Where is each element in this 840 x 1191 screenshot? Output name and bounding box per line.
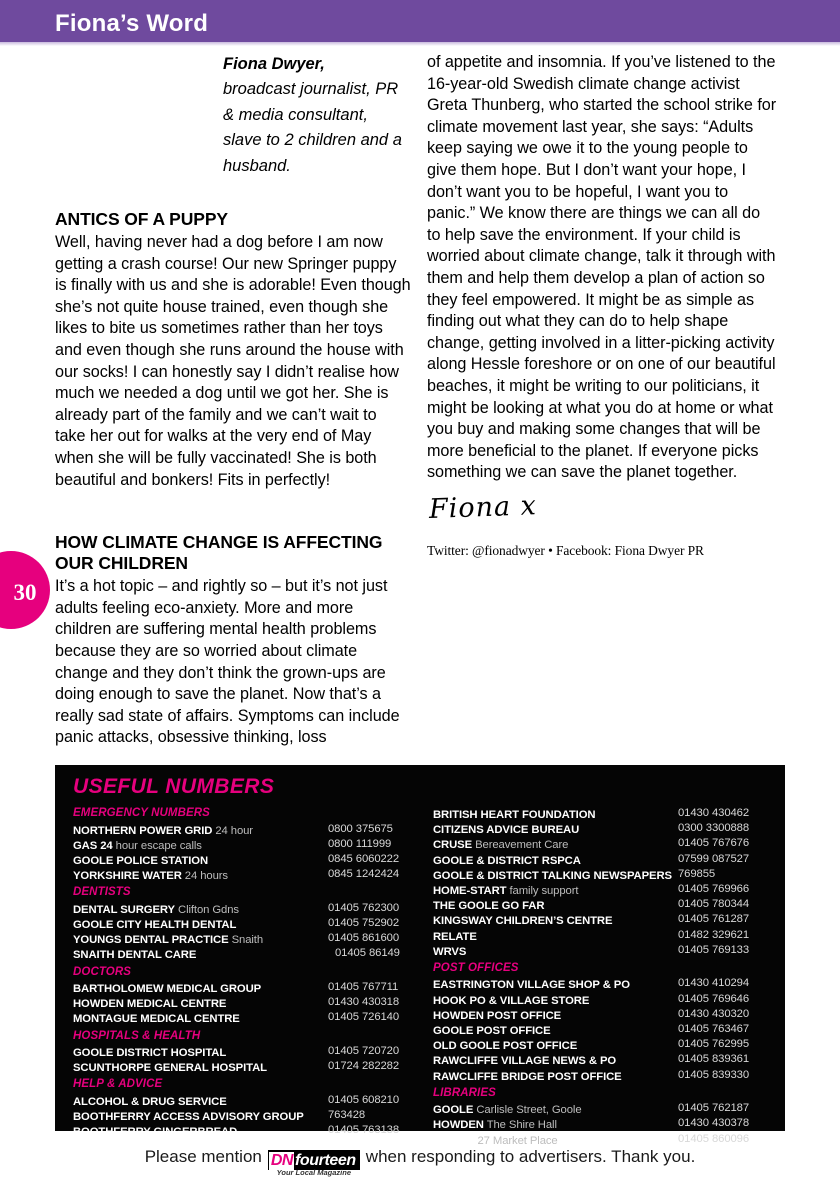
useful-numbers-entry bbox=[433, 821, 763, 836]
entry-phone: 01405 839361 bbox=[678, 1053, 750, 1066]
useful-numbers-entry bbox=[73, 1010, 403, 1025]
author-name: Fiona Dwyer, bbox=[223, 55, 325, 73]
useful-numbers-entry bbox=[433, 928, 763, 943]
entry-name: BRITISH HEART FOUNDATION bbox=[433, 809, 596, 821]
entry-name: RAWCLIFFE VILLAGE NEWS & PO bbox=[433, 1055, 617, 1068]
useful-numbers-category: HELP & ADVICE bbox=[73, 1078, 163, 1091]
entry-name: GOOLE DISTRICT HOSPITAL bbox=[73, 1047, 227, 1060]
entry-name: CRUSE bbox=[433, 839, 473, 852]
entry-note: 24 hour bbox=[212, 824, 253, 837]
entry-phone: 01405 769966 bbox=[678, 882, 750, 895]
useful-numbers-entry bbox=[433, 852, 763, 867]
section-heading-climate: HOW CLIMATE CHANGE IS AFFECTING OUR CHILDREN bbox=[55, 532, 383, 574]
useful-numbers-entry bbox=[73, 852, 403, 867]
entry-note: hour escape calls bbox=[112, 839, 202, 852]
entry-name: BARTHOLOMEW MEDICAL GROUP bbox=[73, 983, 262, 995]
entry-name: SCUNTHORPE GENERAL HOSPITAL bbox=[73, 1062, 267, 1075]
entry-phone: 07599 087527 bbox=[678, 852, 750, 865]
useful-numbers-entry bbox=[433, 1037, 763, 1052]
entry-name: OLD GOOLE POST OFFICE bbox=[433, 1040, 578, 1053]
entry-phone: 01430 430462 bbox=[678, 807, 750, 819]
useful-numbers-entry bbox=[433, 1116, 763, 1131]
entry-note: family support bbox=[506, 884, 579, 897]
dn-fourteen-logo bbox=[268, 1150, 360, 1177]
entry-name: GOOLE & DISTRICT RSPCA bbox=[433, 854, 581, 867]
entry-note: Carlisle Street, Goole bbox=[473, 1104, 582, 1117]
entry-name: THE GOOLE GO FAR bbox=[433, 900, 545, 913]
useful-numbers-category: POST OFFICES bbox=[433, 961, 519, 974]
entry-name: GOOLE bbox=[433, 1104, 474, 1117]
useful-numbers-entry bbox=[73, 901, 403, 916]
entry-phone: 0800 111999 bbox=[328, 837, 392, 850]
entry-name: GAS 24 bbox=[73, 839, 113, 852]
entry-phone: 01482 329621 bbox=[678, 928, 750, 941]
author-signature: Fiona x bbox=[428, 490, 538, 525]
article-continuation-body: of appetite and insomnia. If you’ve listened to the 16-year-old Swedish climate change activist Greta Thunberg, who started the school strike for climate movement last year, she says: “Adults keep saying we owe it to the young people to give them hope. But I don’t want your hope, I don’t want you to be hopeful, I want you to panic.” We know there are things we can all do to help save the environment. If your child is worried about climate change, talk it through with them and help them develop a plan of action so they feel empowered. It might be as simple as finding out what they can do to help shape change, getting involved in a litter-picking activity along Hessle foreshore or on one of our beautiful beaches, it might be writing to our politicians, it might be looking at what you do at home or what you buy and making some changes that will be more beneficial to the planet. If everyone picks something we can save the planet together. bbox=[427, 53, 777, 482]
entry-name: RAWCLIFFE BRIDGE POST OFFICE bbox=[433, 1070, 622, 1083]
entry-name: BOOTHFERRY ACCESS ADVISORY GROUP bbox=[73, 1111, 304, 1124]
useful-numbers-entry bbox=[73, 980, 403, 995]
entry-phone: 01405 762995 bbox=[678, 1038, 750, 1051]
entry-name: GOOLE CITY HEALTH DENTAL bbox=[73, 918, 237, 931]
entry-note: The Shire Hall bbox=[483, 1119, 557, 1132]
entry-name: MONTAGUE MEDICAL CENTRE bbox=[73, 1013, 240, 1026]
useful-numbers-entry bbox=[433, 1101, 763, 1116]
entry-name: DENTAL SURGERY bbox=[73, 903, 175, 916]
entry-phone: 01405 763467 bbox=[678, 1022, 750, 1035]
entry-name: HOOK PO & VILLAGE STORE bbox=[433, 994, 590, 1007]
logo-tagline: Your Local Magazine bbox=[276, 1168, 351, 1177]
useful-numbers-entry bbox=[73, 822, 403, 837]
useful-numbers-category: DOCTORS bbox=[73, 965, 131, 978]
entry-phone: 01430 430320 bbox=[678, 1007, 750, 1020]
useful-numbers-entry bbox=[73, 946, 403, 961]
entry-phone: 01405 761287 bbox=[678, 913, 750, 926]
useful-numbers-entry bbox=[433, 882, 763, 897]
entry-name: GOOLE POLICE STATION bbox=[73, 854, 209, 867]
useful-numbers-entry bbox=[433, 992, 763, 1007]
entry-phone: 01405 780344 bbox=[678, 898, 750, 911]
entry-name: GOOLE POST OFFICE bbox=[433, 1024, 551, 1037]
entry-phone: 01405 720720 bbox=[328, 1045, 400, 1058]
entry-phone: 01724 282282 bbox=[328, 1060, 400, 1073]
entry-name: BOOTHFERRY GINGERBREAD bbox=[73, 1126, 238, 1139]
useful-numbers-entry bbox=[433, 976, 763, 991]
entry-phone: 01405 763138 bbox=[328, 1124, 400, 1137]
entry-name: SNAITH DENTAL CARE bbox=[73, 949, 197, 962]
entry-name: EASTRINGTON VILLAGE SHOP & PO bbox=[433, 979, 630, 992]
useful-numbers-entry bbox=[433, 1007, 763, 1022]
page-number: 30 bbox=[13, 580, 37, 605]
useful-numbers-entry bbox=[433, 912, 763, 927]
logo-main bbox=[268, 1150, 360, 1170]
entry-name: CITIZENS ADVICE BUREAU bbox=[433, 824, 580, 837]
useful-numbers-entry bbox=[433, 1068, 763, 1083]
useful-numbers-entry bbox=[433, 836, 763, 851]
author-intro bbox=[223, 52, 411, 179]
section-heading-antics: ANTICS OF A PUPPY bbox=[55, 209, 228, 229]
useful-numbers-entry bbox=[73, 1059, 403, 1074]
useful-numbers-entry bbox=[73, 1093, 403, 1108]
useful-numbers-panel bbox=[55, 765, 785, 1147]
entry-phone: 0800 375675 bbox=[328, 822, 393, 835]
entry-phone: 01405 762187 bbox=[678, 1102, 750, 1115]
entry-phone: 01405 86149 bbox=[335, 947, 400, 960]
useful-numbers-entry bbox=[73, 995, 403, 1010]
entry-name: KINGSWAY CHILDREN’S CENTRE bbox=[433, 915, 613, 928]
entry-name: NORTHERN POWER GRID bbox=[73, 824, 213, 837]
footer bbox=[0, 1147, 840, 1177]
useful-numbers-entry bbox=[433, 806, 763, 821]
useful-numbers-entry bbox=[433, 1132, 763, 1147]
entry-phone: 01405 608210 bbox=[328, 1093, 400, 1106]
entry-name: HOME-START bbox=[433, 884, 507, 897]
entry-note: Snaith bbox=[228, 934, 264, 947]
entry-note: 27 Market Place bbox=[474, 1134, 558, 1147]
useful-numbers-entry bbox=[433, 867, 763, 882]
entry-note: Bereavement Care bbox=[472, 839, 569, 852]
entry-name: YOUNGS DENTAL PRACTICE bbox=[73, 934, 229, 947]
entry-phone: 01405 769646 bbox=[678, 992, 750, 1005]
useful-numbers-entry bbox=[433, 943, 763, 958]
entry-phone: 01430 430378 bbox=[678, 1117, 750, 1130]
entry-phone: 01405 762300 bbox=[328, 901, 400, 914]
entry-name: ALCOHOL & DRUG SERVICE bbox=[73, 1095, 227, 1108]
logo-dn-text: DN bbox=[270, 1152, 293, 1169]
useful-numbers-category: EMERGENCY NUMBERS bbox=[73, 807, 210, 819]
useful-numbers-left-column bbox=[73, 806, 403, 1139]
entry-name: HOWDEN POST OFFICE bbox=[433, 1009, 562, 1022]
entry-name: RELATE bbox=[433, 930, 477, 943]
entry-name: HOWDEN MEDICAL CENTRE bbox=[73, 998, 227, 1011]
section-body-climate: It’s a hot topic – and rightly so – but it’s not just adults feeling eco-anxiety. More and more children are suffering mental health problems because they are so worried about climate change and they don’t think the grown-ups are doing enough to save the planet. Now that’s a really sad state of affairs. Symptoms can include panic attacks, obsessive thinking, loss bbox=[55, 577, 400, 747]
useful-numbers-entry bbox=[73, 1123, 403, 1138]
useful-numbers-entry bbox=[433, 1022, 763, 1037]
useful-numbers-category: HOSPITALS & HEALTH bbox=[73, 1029, 201, 1042]
entry-name: HOWDEN bbox=[433, 1119, 484, 1132]
footer-text-after: when responding to advertisers. Thank you. bbox=[365, 1147, 696, 1166]
entry-name: GOOLE & DISTRICT TALKING NEWSPAPERS bbox=[433, 869, 672, 882]
author-description: broadcast journalist, PR & media consultant, slave to 2 children and a husband. bbox=[223, 80, 402, 175]
entry-phone: 01405 767676 bbox=[678, 837, 750, 850]
entry-phone: 01430 430318 bbox=[328, 996, 400, 1009]
entry-phone: 0300 3300888 bbox=[678, 822, 750, 835]
entry-phone: 01405 861600 bbox=[328, 932, 400, 945]
entry-phone: 01430 410294 bbox=[678, 977, 750, 990]
logo-fourteen-text: fourteen bbox=[294, 1152, 359, 1170]
author-social-links: Twitter: @fionadwyer • Facebook: Fiona Dwyer PR bbox=[427, 542, 704, 558]
header-banner-shadow bbox=[0, 42, 840, 46]
entry-phone: 01405 767711 bbox=[328, 981, 399, 993]
useful-numbers-entry bbox=[73, 1108, 403, 1123]
entry-phone: 0845 6060222 bbox=[328, 852, 400, 865]
entry-name: SNAITH bbox=[433, 1134, 475, 1147]
entry-phone: 0845 1242424 bbox=[328, 868, 400, 881]
useful-numbers-category: DENTISTS bbox=[73, 886, 131, 899]
useful-numbers-title: USEFUL NUMBERS bbox=[73, 775, 275, 798]
entry-phone: 01405 860096 bbox=[678, 1132, 750, 1145]
useful-numbers-entry bbox=[73, 916, 403, 931]
entry-name: YORKSHIRE WATER bbox=[73, 870, 182, 883]
entry-phone: 01405 752902 bbox=[328, 916, 400, 929]
useful-numbers-category: LIBRARIES bbox=[433, 1086, 496, 1099]
entry-phone: 769855 bbox=[678, 867, 716, 880]
useful-numbers-entry bbox=[73, 867, 403, 882]
useful-numbers-entry bbox=[73, 837, 403, 852]
entry-note: Clifton Gdns bbox=[174, 903, 239, 916]
footer-text-before: Please mention bbox=[144, 1147, 262, 1166]
entry-note: 24 hours bbox=[181, 870, 228, 883]
entry-phone: 01405 726140 bbox=[328, 1011, 400, 1024]
useful-numbers-right-column bbox=[433, 806, 763, 1147]
useful-numbers-entry bbox=[73, 931, 403, 946]
entry-phone: 01405 769133 bbox=[678, 943, 750, 956]
useful-numbers-entry bbox=[433, 1052, 763, 1067]
page-title: Fiona’s Word bbox=[55, 10, 209, 37]
article-left-column bbox=[55, 52, 411, 749]
article-right-column bbox=[427, 52, 777, 559]
useful-numbers-entry bbox=[73, 1044, 403, 1059]
entry-phone: 763428 bbox=[328, 1109, 366, 1122]
section-body-antics: Well, having never had a dog before I am now getting a crash course! Our new Springer puppy is finally with us and she is adorable! Even though she’s not quite house trained, even though she likes to bite us sometimes rather than her toys and even though she runs around the house with our socks! I can honestly say I didn’t realise how much we needed a dog until we got her. She is already part of the family and we can’t wait to take her out for walks at the very end of May when she will be fully vaccinated! She is both beautiful and bonkers! Fits in perfectly! bbox=[55, 233, 411, 489]
useful-numbers-entry bbox=[433, 897, 763, 912]
entry-name: WRVS bbox=[433, 945, 467, 958]
entry-phone: 01405 839330 bbox=[678, 1068, 750, 1081]
